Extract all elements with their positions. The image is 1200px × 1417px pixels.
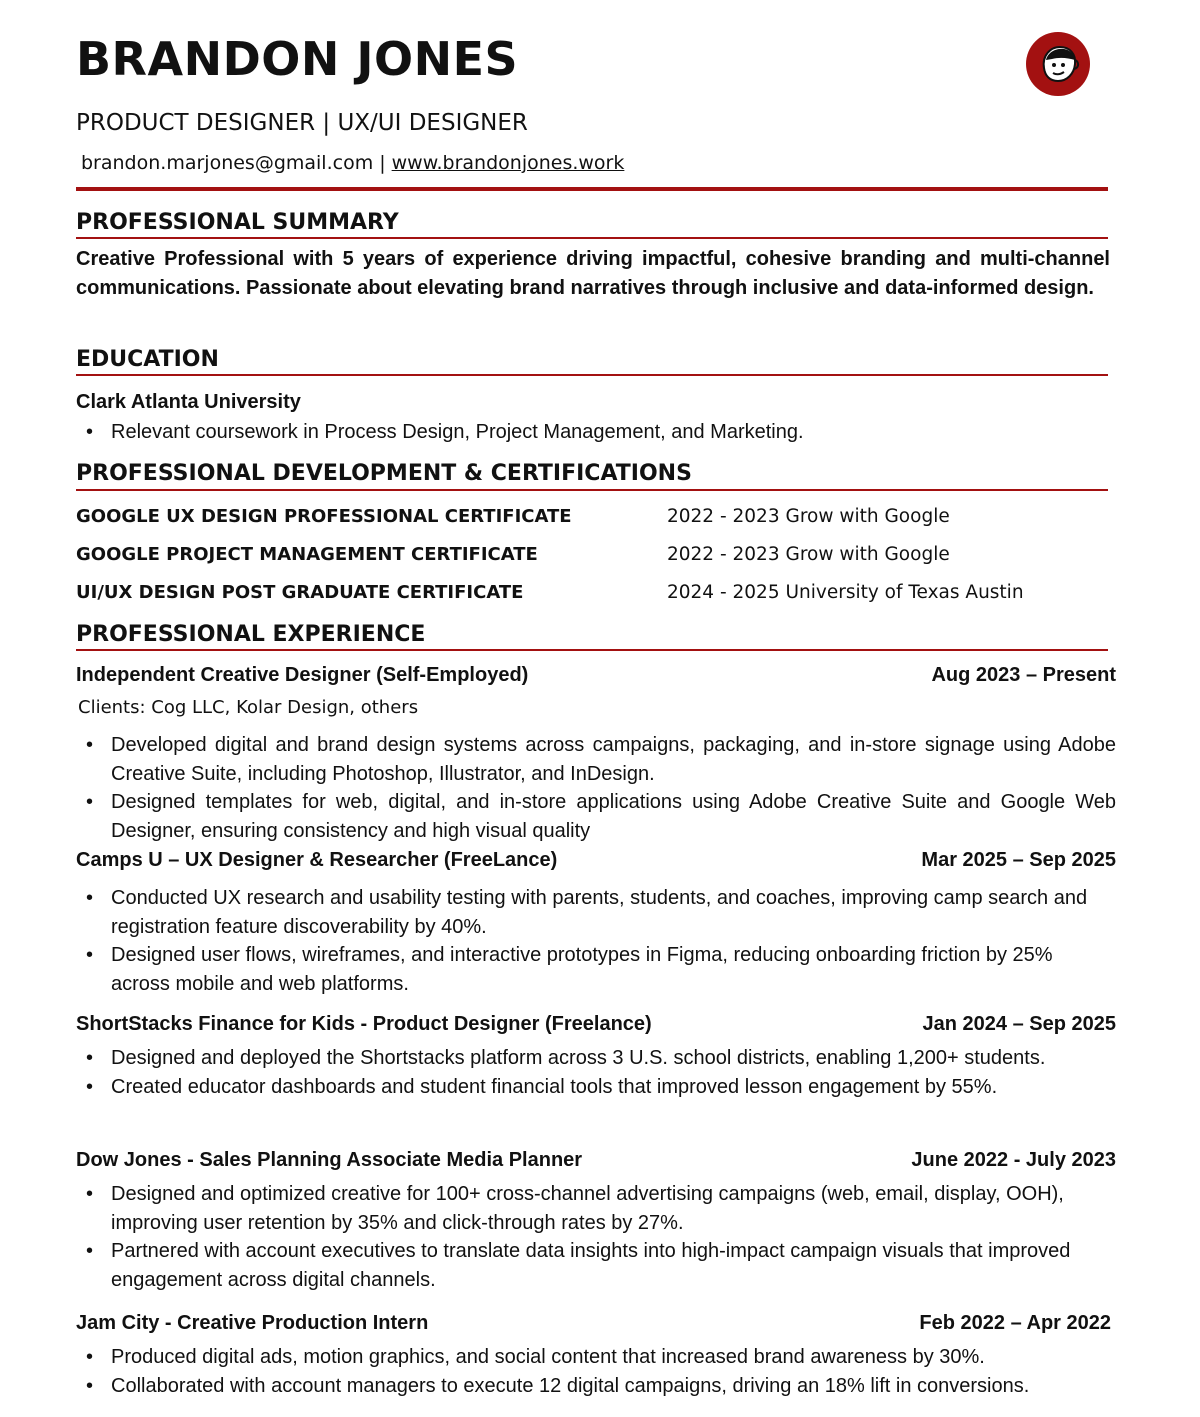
email-address[interactable]: brandon.marjones@gmail.com — [81, 152, 374, 174]
job-bullets — [76, 884, 1116, 998]
certification-meta: 2022 - 2023 Grow with Google — [667, 506, 950, 527]
education-heading: EDUCATION — [76, 347, 219, 372]
list-item: • Relevant coursework in Process Design, Project Management, and Marketing. — [76, 418, 1116, 447]
certification-name: GOOGLE UX DESIGN PROFESSIONAL CERTIFICATE — [76, 506, 572, 527]
certification-meta: 2022 - 2023 Grow with Google — [667, 544, 950, 565]
job-title: Independent Creative Designer (Self-Employed) — [76, 664, 529, 686]
summary-divider — [76, 237, 1108, 239]
job-dates: Mar 2025 – Sep 2025 — [921, 849, 1116, 871]
experience-heading: PROFESSIONAL EXPERIENCE — [76, 622, 426, 647]
certification-name: GOOGLE PROJECT MANAGEMENT CERTIFICATE — [76, 544, 538, 565]
list-item: • Designed and deployed the Shortstacks platform across 3 U.S. school districts, enabling 1,200+ students. — [76, 1044, 1076, 1073]
education-divider — [76, 374, 1108, 376]
certifications-divider — [76, 489, 1108, 491]
job-title: Camps U – UX Designer & Researcher (FreeLance) — [76, 849, 558, 871]
summary-heading: PROFESSIONAL SUMMARY — [76, 210, 399, 235]
summary-text: Creative Professional with 5 years of experience driving impactful, cohesive branding and multi-channel communications. Passionate about elevating brand narratives through inclusive and data-informed design. — [76, 248, 1110, 299]
header-divider — [76, 187, 1108, 191]
list-item: • Created educator dashboards and student financial tools that improved lesson engagement by 55%. — [76, 1073, 1076, 1102]
list-item: • Partnered with account executives to translate data insights into high-impact campaign visuals that improved engagement across digital channels. — [76, 1237, 1116, 1294]
website-link[interactable]: www.brandonjones.work — [391, 152, 625, 174]
contact-line — [81, 152, 624, 174]
certifications-heading: PROFESSIONAL DEVELOPMENT & CERTIFICATIONS — [76, 461, 692, 486]
school-name: Clark Atlanta University — [76, 391, 301, 413]
job-dates: Aug 2023 – Present — [931, 664, 1116, 686]
certification-name: UI/UX DESIGN POST GRADUATE CERTIFICATE — [76, 582, 524, 603]
job-title: Dow Jones - Sales Planning Associate Media Planner — [76, 1149, 583, 1171]
cartoon-face-icon — [1026, 32, 1090, 96]
job-clients: Clients: Cog LLC, Kolar Design, others — [78, 697, 419, 718]
job-bullets — [76, 1180, 1116, 1294]
contact-separator: | — [379, 152, 386, 174]
job-bullets — [76, 1044, 1076, 1101]
list-item: • Developed digital and brand design systems across campaigns, packaging, and in-store signage using Adobe Creative Suite, including Photoshop, Illustrator, and InDesign. — [76, 731, 1116, 788]
job-dates: Feb 2022 – Apr 2022 — [919, 1312, 1111, 1334]
job-dates: Jan 2024 – Sep 2025 — [922, 1013, 1116, 1035]
job-subtitle: PRODUCT DESIGNER | UX/UI DESIGNER — [76, 110, 528, 136]
list-item: • Collaborated with account managers to execute 12 digital campaigns, driving an 18% lift in conversions. — [76, 1372, 1121, 1401]
experience-divider — [76, 649, 1108, 651]
list-item: • Produced digital ads, motion graphics, and social content that increased brand awareness by 30%. — [76, 1343, 1121, 1372]
list-item: • Designed and optimized creative for 100+ cross-channel advertising campaigns (web, email, display, OOH), improving user retention by 35% and click-through rates by 27%. — [76, 1180, 1116, 1237]
job-title: ShortStacks Finance for Kids - Product Designer (Freelance) — [76, 1013, 652, 1035]
job-bullets — [76, 1343, 1121, 1400]
list-item: • Conducted UX research and usability testing with parents, students, and coaches, improving camp search and registration feature discoverability by 40%. — [76, 884, 1116, 941]
education-bullets — [76, 418, 1116, 447]
candidate-name: BRANDON JONES — [76, 32, 519, 86]
job-title: Jam City - Creative Production Intern — [76, 1312, 429, 1334]
job-bullets — [76, 731, 1116, 845]
job-dates: June 2022 - July 2023 — [911, 1149, 1116, 1171]
list-item: • Designed templates for web, digital, and in-store applications using Adobe Creative Suite and Google Web Designer, ensuring consistency and high visual quality — [76, 788, 1116, 845]
certification-meta: 2024 - 2025 University of Texas Austin — [667, 582, 1024, 603]
list-item: • Designed user flows, wireframes, and interactive prototypes in Figma, reducing onboarding friction by 25% across mobile and web platforms. — [76, 941, 1116, 998]
